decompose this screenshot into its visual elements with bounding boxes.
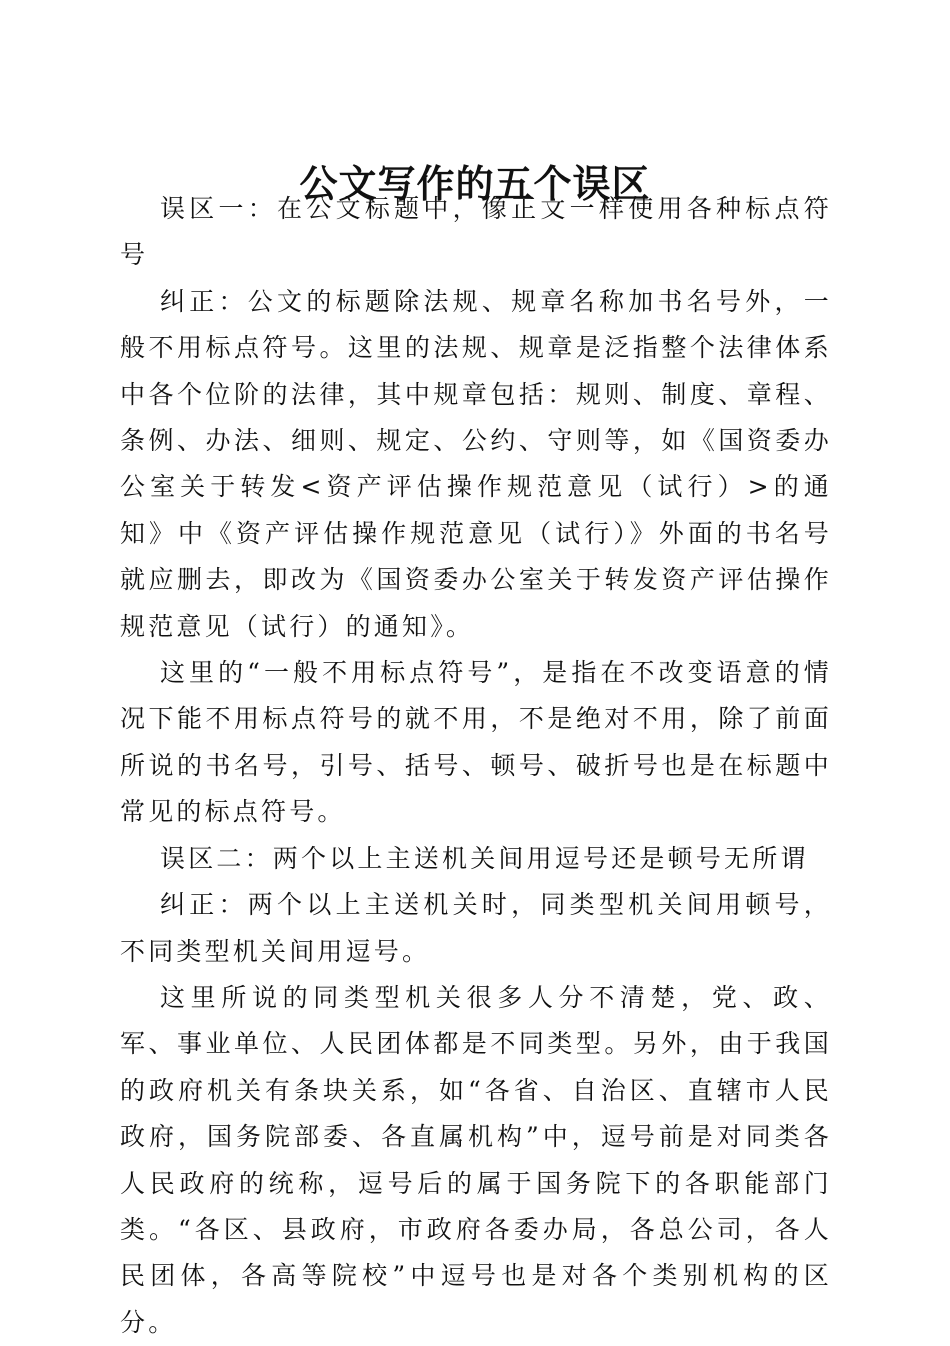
error-one-heading: 误区一：在公文标题中，像正文一样使用各种标点符号: [120, 194, 832, 270]
error-one-note: 这里的“一般不用标点符号”，是指在不改变语意的情况下能不用标点符号的就不用，不是绝对不用，除了前面所说的书名号，引号、括号、顿号、破折号也是在标题中常见的标点符号。: [120, 658, 832, 827]
document-title: 公文写作的五个误区: [299, 161, 651, 207]
document-body: [120, 186, 832, 1346]
error-two-correction: 纠正：两个以上主送机关时，同类型机关间用顿号，不同类型机关间用逗号。: [120, 890, 832, 966]
error-two-note: 这里所说的同类型机关很多人分不清楚，党、政、军、事业单位、人民团体都是不同类型。另外，由于我国的政府机关有条块关系，如“各省、自治区、直辖市人民政府，国务院部委、各直属机构”中，逗号前是对同类各人民政府的统称，逗号后的属于国务院下的各职能部门类。“各区、县政府，市政府各委办局，各总公司，各人民团体，各高等院校”中逗号也是对各个类别机构的区分。: [120, 982, 832, 1337]
error-two-heading: 误区二：两个以上主送机关间用逗号还是顿号无所谓: [160, 843, 809, 873]
error-one-correction: 纠正：公文的标题除法规、规章名称加书名号外，一般不用标点符号。这里的法规、规章是泛指整个法律体系中各个位阶的法律，其中规章包括：规则、制度、章程、条例、办法、细则、规定、公约、守则等，如《国资委办公室关于转发<资产评估操作规范意见（试行）>的通知》中《资产评估操作规范意见（试行）》外面的书名号就应删去，即改为《国资委办公室关于转发资产评估操作规范意见（试行）的通知》。: [120, 286, 832, 641]
